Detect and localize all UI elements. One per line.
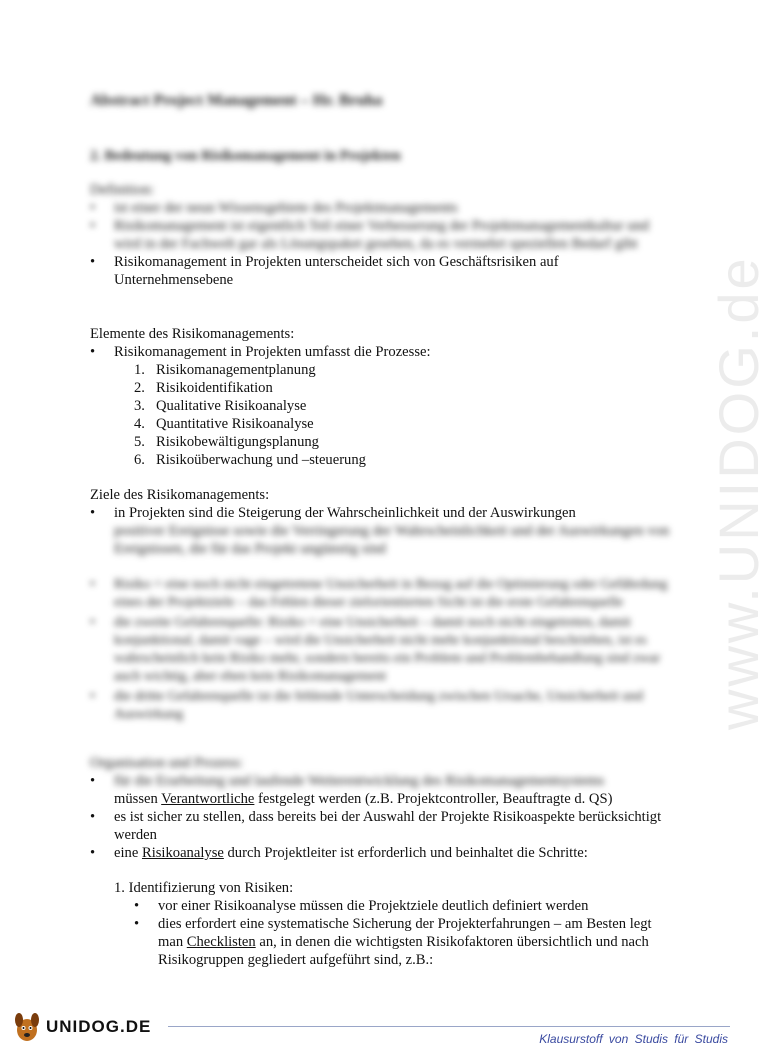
list-item: • Risikomanagement in Projekten umfasst die Prozesse:: [90, 343, 670, 361]
logo-text: UNIDOG.DE: [46, 1017, 152, 1036]
risk-section: [90, 576, 670, 724]
footer-divider: [168, 1026, 730, 1027]
definition-label: Definition:: [90, 182, 155, 198]
list-item: • Risikomanagement ist eigentlich Teil einer Verbesserung der Projektmanagementkultur und wird in der Fachwelt gar als Lösungspaket gesehen, da es vermehrt speziellen Bedarf gibt: [90, 217, 670, 253]
list-item: • ist einer der neun Wissensgebiete des Projektmanagements: [90, 199, 670, 217]
section-heading: 2. Bedeutung von Risikomanagement in Projekten: [90, 148, 401, 164]
goals-section: [90, 486, 670, 558]
list-item: • eine Risikoanalyse durch Projektleiter ist erforderlich und beinhaltet die Schritte:: [90, 844, 670, 862]
list-item: • vor einer Risikoanalyse müssen die Projektziele deutlich definiert werden: [134, 897, 670, 915]
process-item: 1. Risikomanagementplanung: [134, 362, 316, 378]
goals-text-visible: in Projekten sind die Steigerung der Wahrscheinlichkeit und der Auswirkungen: [114, 505, 576, 521]
elements-section: [90, 325, 670, 469]
step-heading: 1. Identifizierung von Risiken:: [114, 880, 294, 896]
dog-icon: [12, 1010, 42, 1044]
process-item: 5. Risikobewältigungsplanung: [134, 434, 319, 450]
unidog-logo: [12, 1010, 151, 1044]
list-item: • Risiko = eine noch nicht eingetretene Unsicherheit in Bezug auf die Optimierung oder Gefährdung eines der Projektziele – das Fehlen dieser zielorientierten Sicht ist die erste Gefahrenquelle: [90, 576, 670, 612]
list-item: • Risikomanagement in Projekten unterscheidet sich von Geschäftsrisiken auf Unternehmensebene: [90, 253, 670, 289]
elements-label: Elemente des Risikomanagements:: [90, 326, 295, 342]
goals-text-blurred: positiver Ereignisse sowie die Verringerung der Wahrscheinlichkeit und der Auswirkungen von Ereignissen, die für das Projekt ungünstig sind: [114, 523, 670, 557]
watermark: www.UNIDOG.de: [707, 255, 770, 730]
org-text-blurred: • für die Erarbeitung und laufende Weiterentwicklung des Risikomanagementsystems: [114, 773, 605, 789]
list-item: [90, 504, 670, 558]
list-item: • es ist sicher zu stellen, dass bereits bei der Auswahl der Projekte Risikoaspekte berücksichtigt werden: [90, 808, 670, 844]
organisation-label: Organisation und Prozess:: [90, 755, 243, 771]
organisation-section: [90, 754, 670, 969]
checklisten-link: Checklisten: [186, 934, 256, 950]
process-item: 6. Risikoüberwachung und –steuerung: [134, 452, 366, 468]
verantwortliche-link: Verantwortliche: [161, 791, 255, 807]
list-item: • die zweite Gefahrenquelle: Risiko = eine Unsicherheit – damit noch nicht eingetreten, damit konjunktional, damit vage – wird die Unsicherheit nicht mehr konjunktional beschrieben, ist es wahrscheinlich kein Risiko mehr, sondern bereits ein Problem und Problembehandlung sind zwar auch wichtig, aber eben kein Risikomanagement: [90, 614, 670, 686]
list-item: • für die Erarbeitung und laufende Weiterentwicklung des Risikomanagementsystems müssen Verantwortliche festgelegt werden (z.B. Projektcontroller, Beauftragte d. QS): [90, 772, 670, 808]
list-item: • die dritte Gefahrenquelle ist die fehlende Unterscheidung zwischen Ursache, Unsicherheit und Auswirkung: [90, 688, 670, 724]
process-item: 3. Qualitative Risikoanalyse: [134, 398, 307, 414]
process-item: 2. Risikoidentifikation: [134, 380, 273, 396]
process-list: [90, 361, 670, 469]
risikoanalyse-link: Risikoanalyse: [141, 845, 224, 861]
list-item: • dies erfordert eine systematische Sicherung der Projekterfahrungen – am Besten legt man Checklisten an, in denen die wichtigsten Risikofaktoren übersichtlich und nach Risikogruppen gegliedert aufgeführt sind, z.B.:: [134, 915, 670, 969]
goals-label: Ziele des Risikomanagements:: [90, 487, 270, 503]
footer-slogan: Klausurstoff von Studis für Studis: [539, 1032, 728, 1046]
process-item: 4. Quantitative Risikoanalyse: [134, 416, 314, 432]
definition-section: [90, 181, 670, 289]
document-title: Abstract Project Management – Hr. Bruha: [90, 92, 383, 109]
